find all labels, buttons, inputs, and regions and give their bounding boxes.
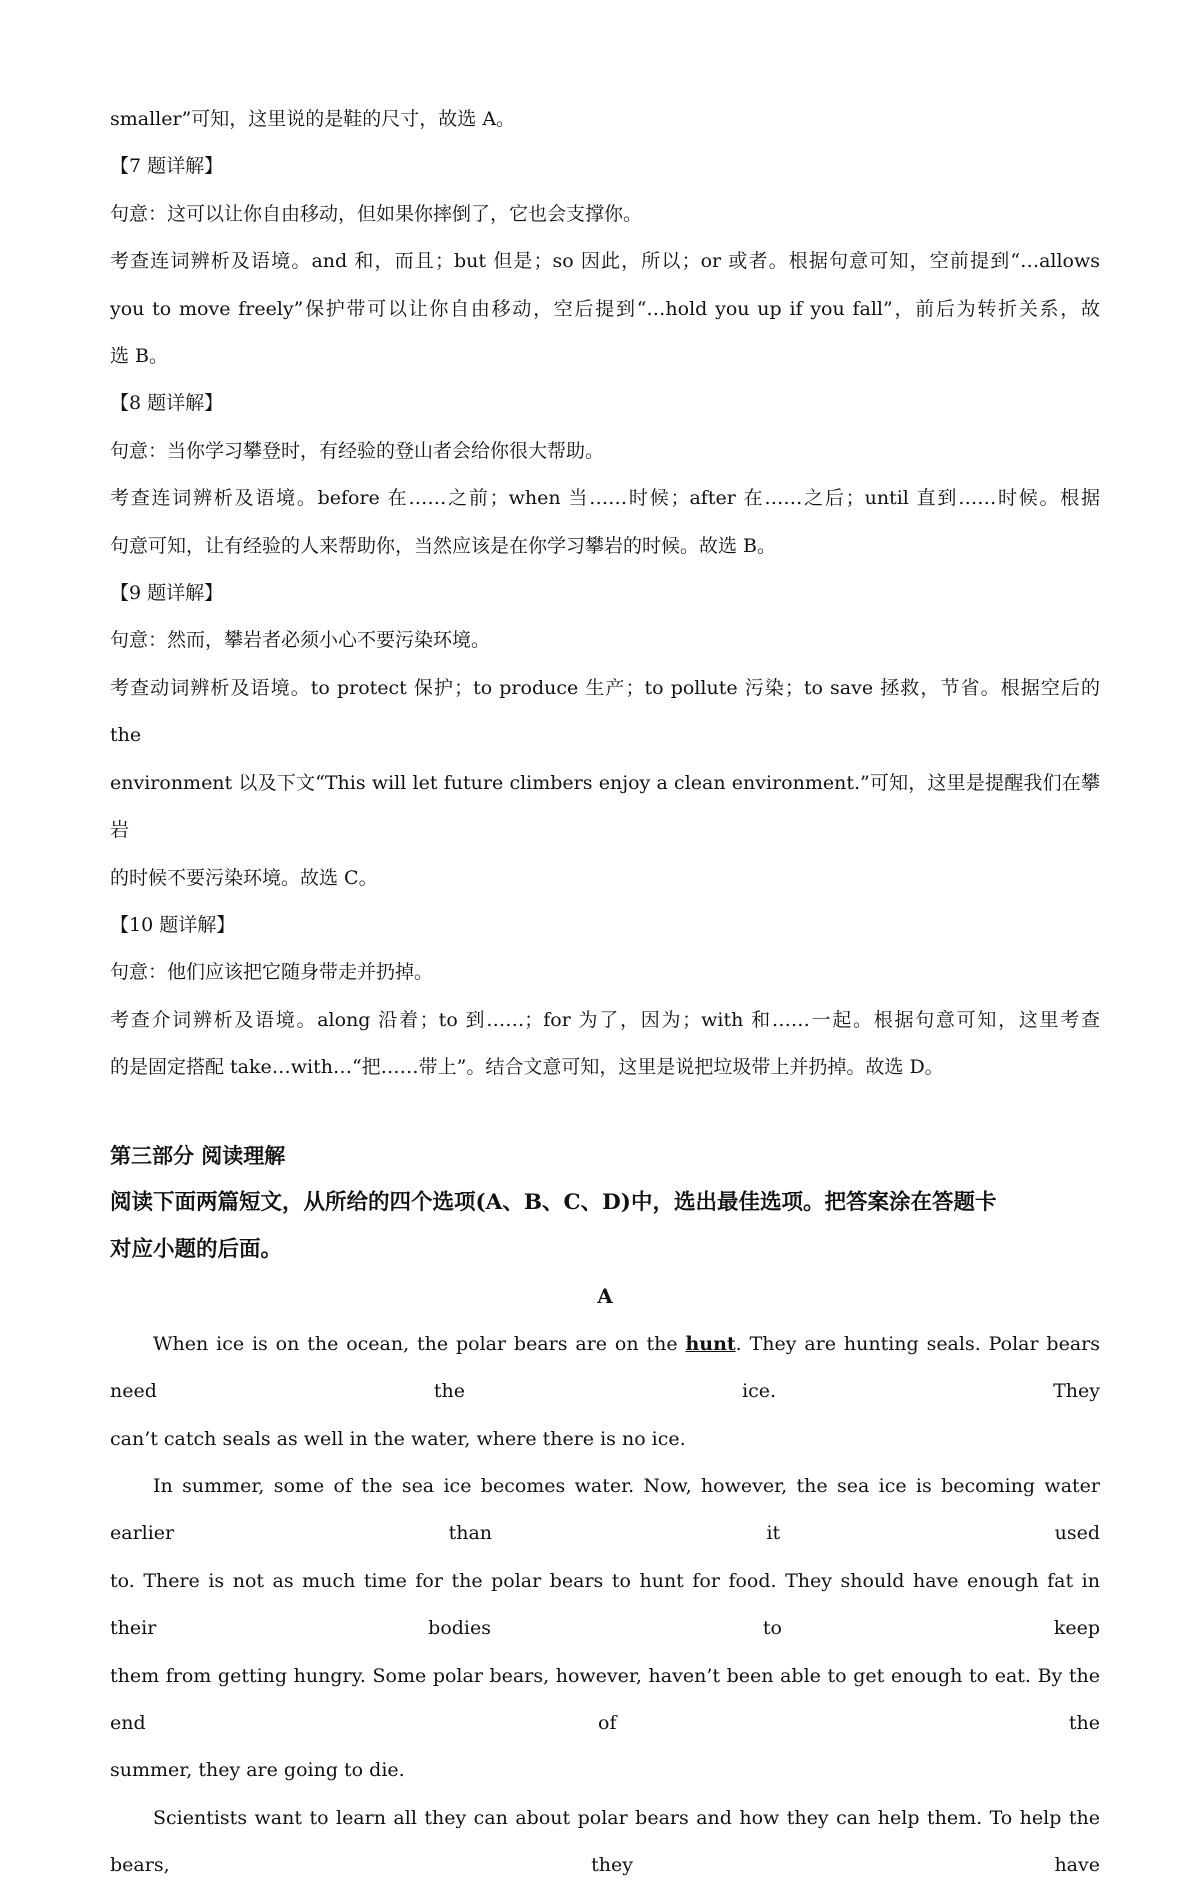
section-spacer [110, 1092, 1100, 1132]
passage-a-p1-line-1 [110, 1321, 1100, 1416]
section-3-heading: 第三部分 阅读理解 [110, 1142, 286, 1168]
q9-analysis-line-1: 考查动词辨析及语境。to protect 保护；to produce 生产；to pollute 污染；to save 拯救，节省。根据空后的 the [110, 676, 1100, 747]
q9-meaning: 句意：然而，攀岩者必须小心不要污染环境。 [110, 629, 491, 652]
passage-a-p3-line-1: Scientists want to learn all they can about polar bears and how they can help them. To help the bears, they have [110, 1806, 1100, 1877]
q10-title: 【10 题详解】 [110, 913, 236, 936]
q6-explanation-tail: smaller”可知，这里说的是鞋的尺寸，故选 A。 [110, 108, 516, 130]
q8-analysis-line-2: 句意可知，让有经验的人来帮助你，当然应该是在你学习攀岩的时候。故选 B。 [110, 534, 777, 557]
passage-a-p2-line-4: summer, they are going to die. [110, 1759, 405, 1782]
q8-meaning: 句意：当你学习攀登时，有经验的登山者会给你很大帮助。 [110, 439, 605, 462]
q9-analysis-line-2: environment 以及下文“This will let future climbers enjoy a clean environment.”可知，这里是提醒我们在攀岩 [110, 771, 1100, 842]
passage-a-p2-line-1: In summer, some of the sea ice becomes water. Now, however, the sea ice is becoming water earlier than it used [110, 1474, 1100, 1545]
q7-title: 【7 题详解】 [110, 155, 224, 178]
q7-analysis-line-2: you to move freely”保护带可以让你自由移动，空后提到“…hold you up if you fall”，前后为转折关系，故 [110, 297, 1100, 320]
passage-a-p2-line-3: them from getting hungry. Some polar bears, however, haven’t been able to get enough to eat. By the end of the [110, 1664, 1100, 1734]
q7-meaning: 句意：这可以让你自由移动，但如果你摔倒了，它也会支撑你。 [110, 202, 643, 225]
passage-a-p1-text-before: When ice is on the ocean, the polar bears are on the [153, 1332, 686, 1355]
section-3-instruction-line-1: 阅读下面两篇短文，从所给的四个选项(A、B、C、D)中，选出最佳选项。把答案涂在答题卡 [110, 1189, 997, 1215]
passage-a-label: A [597, 1284, 613, 1309]
q10-meaning: 句意：他们应该把它随身带走并扔掉。 [110, 961, 434, 984]
q9-title: 【9 题详解】 [110, 582, 224, 605]
q7-analysis-line-3: 选 B。 [110, 345, 169, 368]
q10-analysis-line-1: 考查介词辨析及语境。along 沿着；to 到……；for 为了，因为；with 和……一起。根据句意可知，这里考查 [110, 1008, 1100, 1031]
q8-title: 【8 题详解】 [110, 392, 224, 415]
q9-analysis-line-3: 的时候不要污染环境。故选 C。 [110, 866, 378, 889]
page-content [110, 96, 1100, 1890]
q10-analysis-line-2: 的是固定搭配 take…with…“把……带上”。结合文意可知，这里是说把垃圾带上并扔掉。故选 D。 [110, 1056, 944, 1079]
q7-analysis-line-1: 考查连词辨析及语境。and 和，而且；but 但是；so 因此，所以；or 或者。根据句意可知，空前提到“…allows [110, 250, 1100, 273]
passage-a-p1-text-after: . They are hunting seals. Polar bears need the ice. They [110, 1332, 1101, 1403]
section-3-instruction-line-2: 对应小题的后面。 [110, 1236, 283, 1262]
q8-analysis-line-1: 考查连词辨析及语境。before 在……之前；when 当……时候；after 在……之后；until 直到……时候。根据 [110, 487, 1100, 510]
passage-a-p2-line-2: to. There is not as much time for the polar bears to hunt for food. They should have enough fat in their bodies to keep [110, 1569, 1100, 1640]
underlined-keyword: hunt [685, 1332, 736, 1355]
passage-a-p1-line-2: can’t catch seals as well in the water, where there is no ice. [110, 1427, 686, 1450]
